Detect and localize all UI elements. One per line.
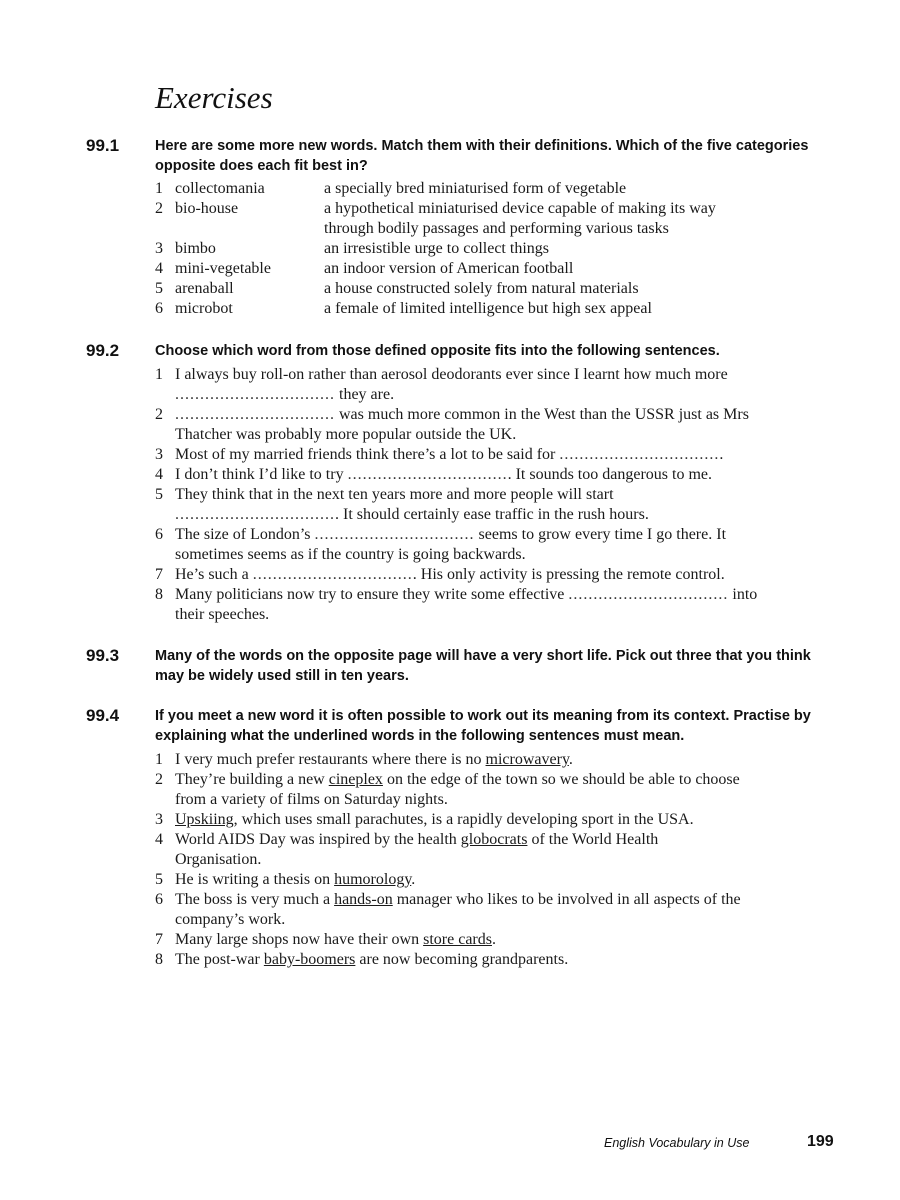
sentence-text: He’s such a ................................. His only activity is pressing the remote control.: [175, 566, 725, 583]
answer-blank[interactable]: ................................: [568, 586, 729, 603]
list-item: 6: [155, 300, 163, 317]
underlined-word: cineplex: [328, 771, 383, 788]
sentence-text: I don’t think I’d like to try ................................. It sounds too dangerous to me.: [175, 466, 712, 483]
match-word: bimbo: [175, 240, 216, 257]
match-word: microbot: [175, 300, 233, 317]
list-item: 7: [155, 931, 163, 948]
underlined-word: Upskiing: [175, 811, 234, 828]
running-footer-title: English Vocabulary in Use: [604, 1136, 750, 1150]
list-item: 2: [155, 200, 163, 217]
sentence-text: ................................ was much more common in the West than the USSR just as Mrs: [175, 406, 749, 423]
list-item: 6: [155, 891, 163, 908]
sentence-text: ................................. It should certainly ease traffic in the rush hours.: [175, 506, 649, 523]
list-item: 1: [155, 180, 163, 197]
sentence-text: sometimes seems as if the country is going backwards.: [175, 546, 526, 563]
sentence-text: I always buy roll-on rather than aerosol deodorants ever since I learnt how much more: [175, 366, 728, 383]
sentence-text: The size of London’s ................................ seems to grow every time I go there. It: [175, 526, 727, 543]
answer-blank[interactable]: ................................: [314, 526, 475, 543]
match-definition: a specially bred miniaturised form of vegetable: [324, 180, 627, 197]
sentence-text: Many large shops now have their own store cards.: [175, 931, 496, 948]
list-item: 4: [155, 831, 163, 848]
underlined-word: globocrats: [460, 831, 528, 848]
underlined-word: hands-on: [334, 891, 393, 908]
match-definition-cont: through bodily passages and performing various tasks: [324, 220, 669, 237]
exercise-instruction: Choose which word from those defined opposite fits into the following sentences.: [155, 343, 720, 359]
list-item: 3: [155, 811, 163, 828]
exercise-number: 99.3: [86, 646, 120, 665]
exercise-instruction: Here are some more new words. Match them with their definitions. Which of the five categories opposite does each fit best in?: [155, 138, 809, 174]
list-item: 4: [155, 466, 163, 483]
list-item: 3: [155, 446, 163, 463]
sentence-text: Organisation.: [175, 851, 262, 868]
underlined-word: microwavery: [485, 751, 569, 768]
list-item: 5: [155, 486, 163, 503]
answer-blank[interactable]: ................................: [347, 466, 508, 483]
sentence-text: World AIDS Day was inspired by the health globocrats of the World Health: [175, 831, 659, 848]
list-item: 8: [155, 951, 163, 968]
match-definition: an indoor version of American football: [324, 260, 574, 277]
sentence-text: He is writing a thesis on humorology.: [175, 871, 416, 888]
list-item: 1: [155, 366, 163, 383]
answer-blank[interactable]: ................................: [252, 566, 413, 583]
match-word: bio-house: [175, 200, 239, 217]
list-item: 5: [155, 871, 163, 888]
underlined-word: humorology: [334, 871, 412, 888]
exercise-number: 99.4: [86, 706, 120, 725]
list-item: 5: [155, 280, 163, 297]
sentence-text: Many politicians now try to ensure they write some effective ................................ into: [175, 586, 758, 603]
sentence-text: They think that in the next ten years more and more people will start: [175, 486, 614, 503]
answer-blank[interactable]: ................................: [175, 506, 335, 523]
answer-blank[interactable]: ................................: [559, 446, 720, 463]
match-word: mini-vegetable: [175, 260, 271, 277]
sentence-text: They’re building a new cineplex on the edge of the town so we should be able to choose: [175, 771, 740, 788]
exercise-number: 99.2: [86, 341, 120, 360]
exercise-instruction: If you meet a new word it is often possible to work out its meaning from its context. Practise by explaining what the underlined words in the following sentences must mean.: [155, 708, 811, 744]
answer-blank[interactable]: ................................: [175, 406, 335, 423]
page-number: 199: [807, 1133, 834, 1150]
list-item: 3: [155, 240, 163, 257]
answer-blank[interactable]: ................................: [175, 386, 335, 403]
sentence-text: from a variety of films on Saturday nights.: [175, 791, 448, 808]
sentence-text: Most of my married friends think there’s a lot to be said for .................................: [175, 446, 724, 463]
match-word: collectomania: [175, 180, 265, 197]
underlined-word: baby-boomers: [263, 951, 356, 968]
exercise-instruction: Many of the words on the opposite page will have a very short life. Pick out three that you think may be widely used still in ten years.: [155, 648, 811, 684]
match-definition: a female of limited intelligence but high sex appeal: [324, 300, 652, 317]
match-definition: a house constructed solely from natural materials: [324, 280, 639, 297]
sentence-text: their speeches.: [175, 606, 270, 623]
match-definition: an irresistible urge to collect things: [324, 240, 549, 257]
list-item: 2: [155, 406, 163, 423]
sentence-text: Upskiing, which uses small parachutes, is a rapidly developing sport in the USA.: [175, 811, 694, 828]
sentence-text: The post-war baby-boomers are now becoming grandparents.: [175, 951, 569, 968]
sentence-text: company’s work.: [175, 911, 286, 928]
sentence-text: The boss is very much a hands-on manager who likes to be involved in all aspects of the: [175, 891, 741, 908]
list-item: 2: [155, 771, 163, 788]
match-word: arenaball: [175, 280, 234, 297]
match-definition: a hypothetical miniaturised device capable of making its way: [324, 200, 716, 217]
list-item: 4: [155, 260, 163, 277]
sentence-text: ................................ they are.: [175, 386, 395, 403]
list-item: 1: [155, 751, 163, 768]
exercise-number: 99.1: [86, 136, 120, 155]
list-item: 6: [155, 526, 163, 543]
list-item: 8: [155, 586, 163, 603]
list-item: 7: [155, 566, 163, 583]
sentence-text: Thatcher was probably more popular outside the UK.: [175, 426, 517, 443]
sentence-text: I very much prefer restaurants where there is no microwavery.: [175, 751, 573, 768]
underlined-word: store cards: [423, 931, 492, 948]
page-title: Exercises: [155, 80, 273, 115]
